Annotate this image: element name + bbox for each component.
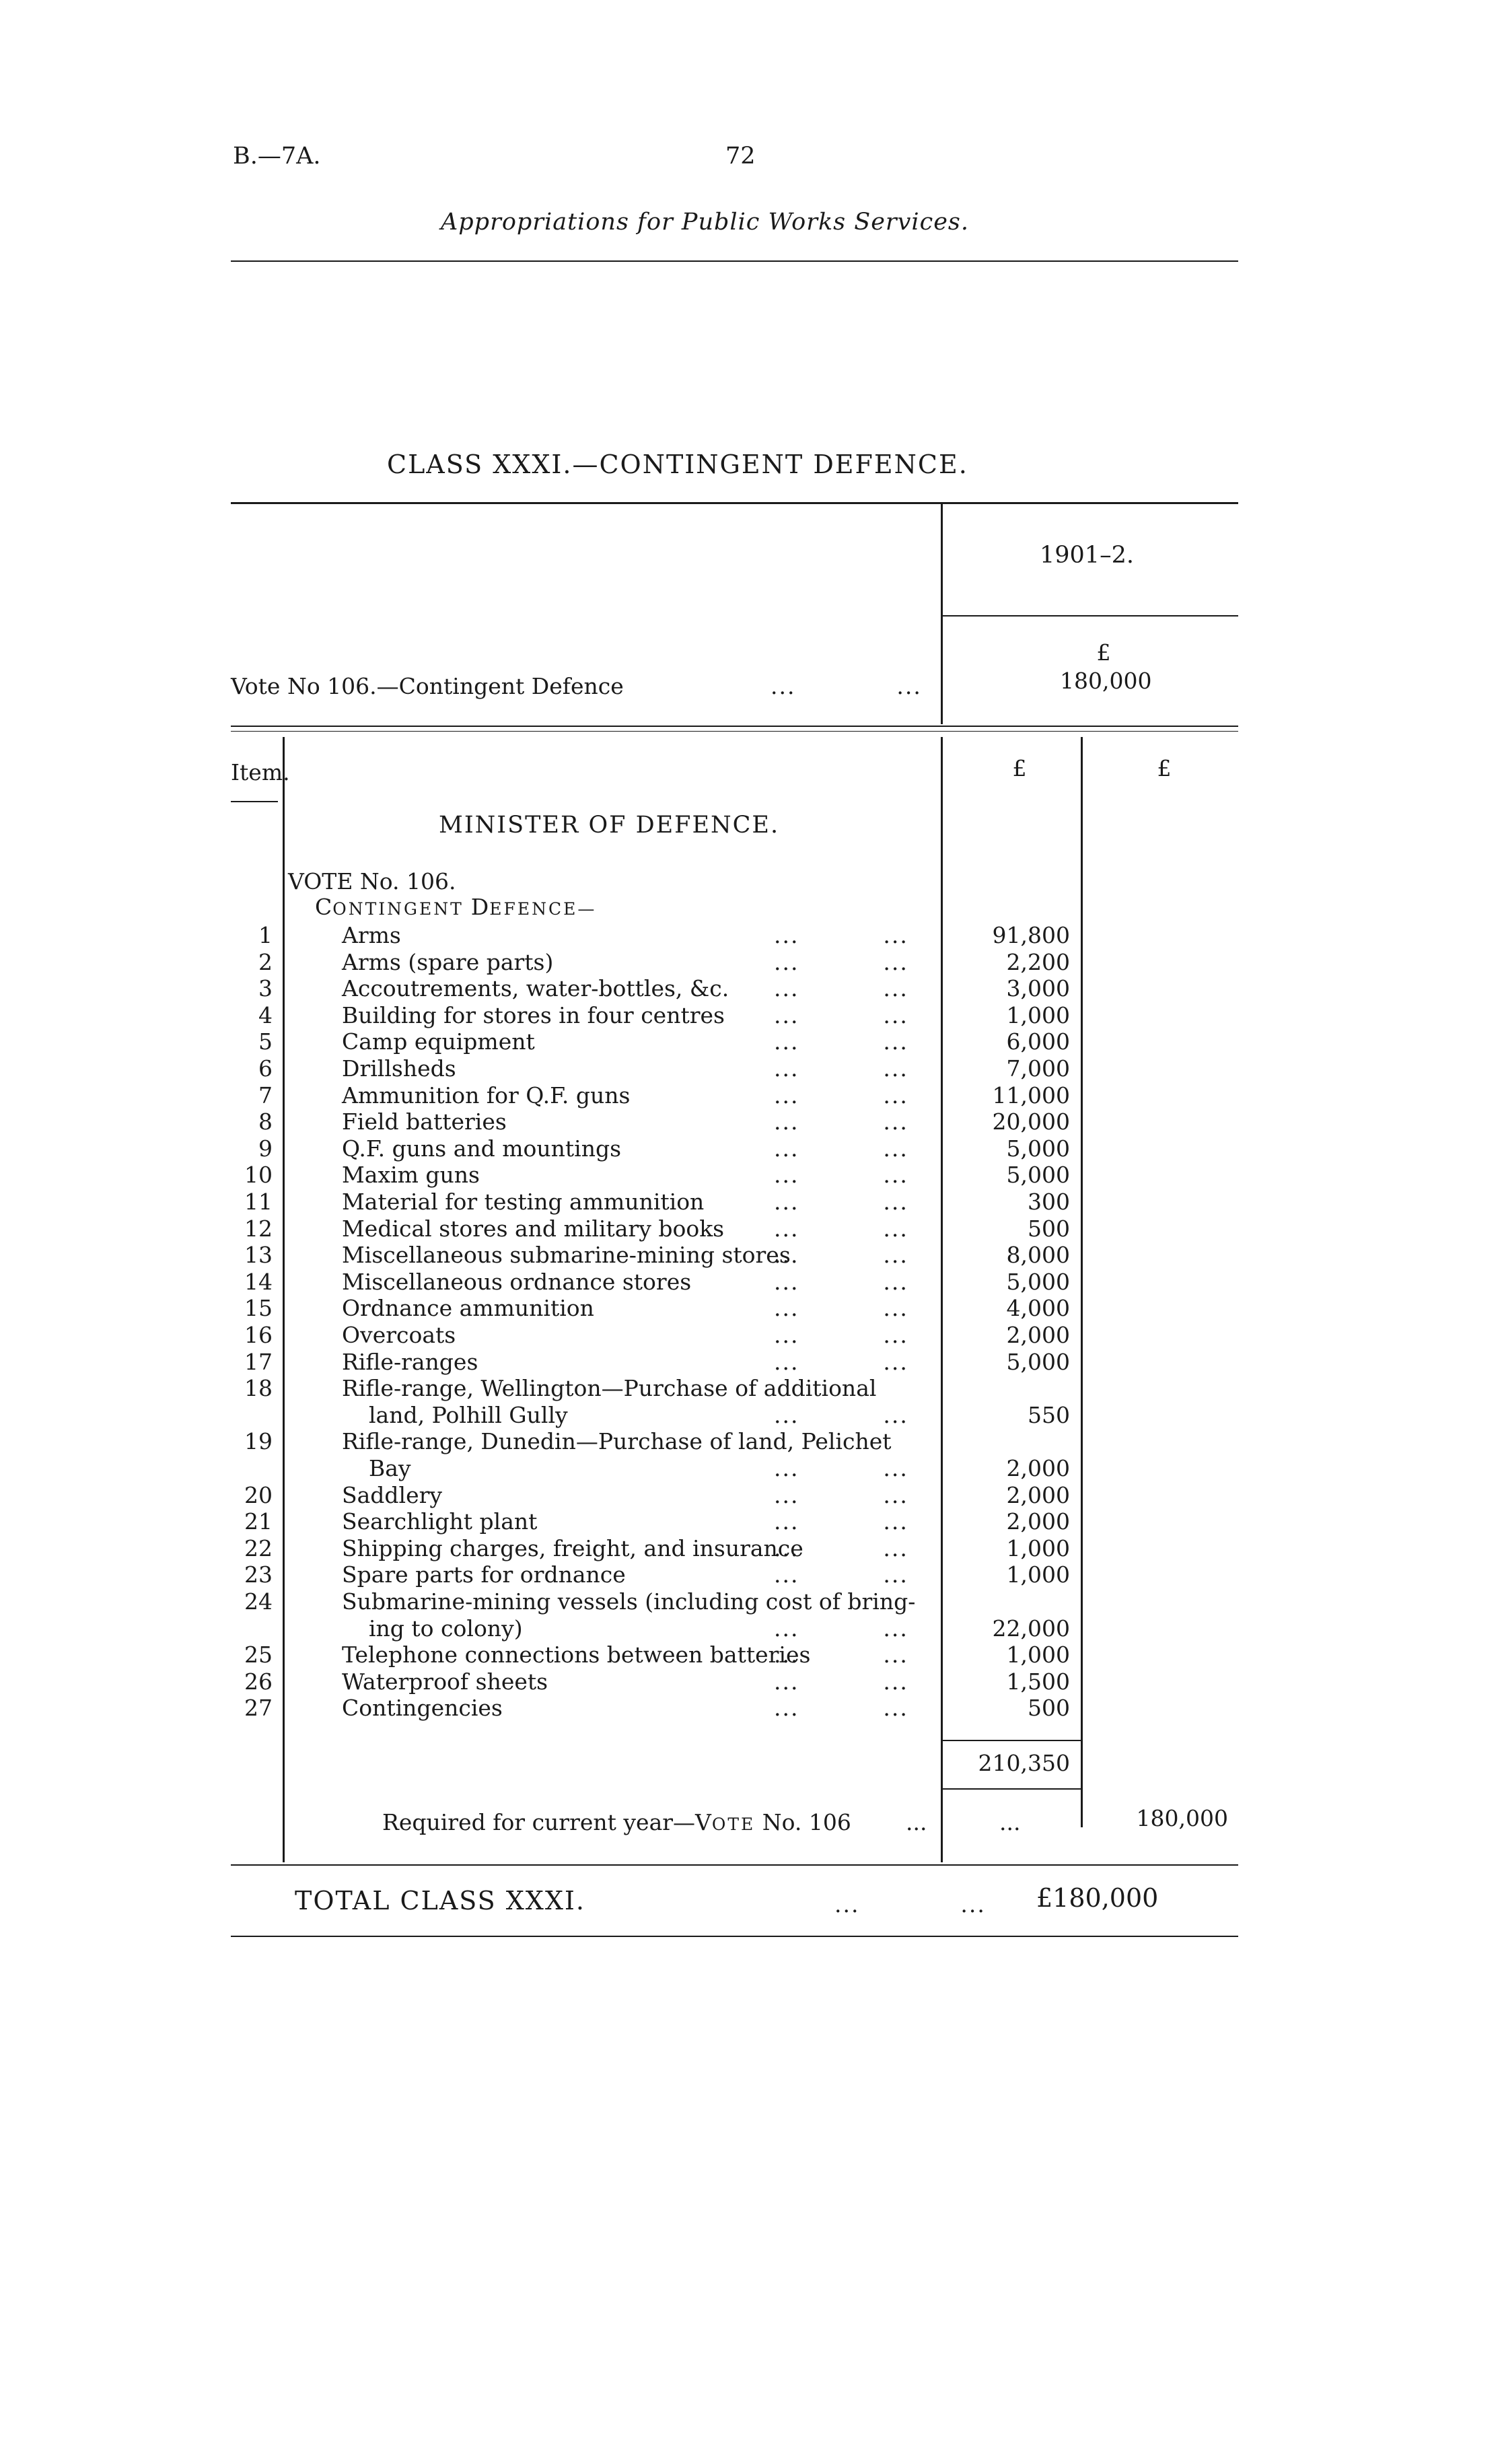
item-number: 4 bbox=[258, 1001, 273, 1028]
subheading-contingent-defence bbox=[315, 894, 596, 920]
item-amount: 22,000 bbox=[992, 1615, 1070, 1642]
item-amount: 91,800 bbox=[992, 922, 1070, 948]
subheading-initial-2: D bbox=[470, 894, 490, 920]
table-total-divider bbox=[1081, 737, 1083, 1827]
summary-divider bbox=[941, 502, 943, 724]
item-amount: 1,000 bbox=[1006, 1561, 1070, 1588]
leader-dots: ... ... bbox=[774, 1028, 908, 1055]
item-description-continued: land, Polhill Gully bbox=[369, 1401, 568, 1428]
item-amount: 5,000 bbox=[1006, 1268, 1070, 1295]
item-description: Ordnance ammunition bbox=[342, 1295, 594, 1322]
item-description: Rifle-range, Wellington—Purchase of additional bbox=[342, 1375, 877, 1402]
leader-dots: ... ... bbox=[774, 948, 908, 975]
header-rule bbox=[231, 260, 1238, 262]
leader-dots: ... ... bbox=[774, 1001, 908, 1028]
item-number: 17 bbox=[244, 1348, 273, 1375]
item-description: Spare parts for ordnance bbox=[342, 1561, 626, 1588]
item-number: 19 bbox=[244, 1428, 273, 1455]
required-col1-dots: ... bbox=[999, 1809, 1021, 1835]
leader-dots: ... ... bbox=[774, 1268, 908, 1295]
item-description: Field batteries bbox=[342, 1108, 507, 1135]
item-amount: 8,000 bbox=[1006, 1242, 1070, 1269]
item-amount: 11,000 bbox=[992, 1082, 1070, 1108]
item-description: Miscellaneous submarine-mining stores bbox=[342, 1242, 791, 1269]
item-description: Rifle-range, Dunedin—Purchase of land, Pelichet bbox=[342, 1428, 892, 1455]
item-amount: 1,000 bbox=[1006, 1642, 1070, 1668]
item-description: Accoutrements, water-bottles, &c. bbox=[342, 975, 729, 1002]
leader-dots: ... ... bbox=[774, 1668, 908, 1695]
item-description: Camp equipment bbox=[342, 1028, 535, 1055]
item-description: Shipping charges, freight, and insurance bbox=[342, 1535, 803, 1561]
item-amount: 500 bbox=[1028, 1215, 1070, 1242]
required-vote-number: No. 106 bbox=[755, 1809, 851, 1835]
item-number: 1 bbox=[258, 922, 273, 948]
vote-line: VOTE No. 106. bbox=[288, 868, 456, 894]
item-amount: 1,000 bbox=[1006, 1535, 1070, 1561]
item-number: 26 bbox=[244, 1668, 273, 1695]
amount-column-header: £ bbox=[1012, 755, 1027, 781]
item-description: Searchlight plant bbox=[342, 1508, 538, 1535]
leader-dots: ... ... bbox=[774, 975, 908, 1002]
required-vote-initial: V bbox=[695, 1809, 712, 1835]
item-number: 3 bbox=[258, 975, 273, 1002]
item-amount: 2,000 bbox=[1006, 1454, 1070, 1481]
leader-dots: ... ... bbox=[774, 1508, 908, 1535]
item-amount: 5,000 bbox=[1006, 1348, 1070, 1375]
required-label bbox=[382, 1809, 851, 1835]
item-description: Drillsheds bbox=[342, 1055, 456, 1082]
item-number: 8 bbox=[258, 1108, 273, 1135]
total-label: TOTAL CLASS XXXI. bbox=[295, 1886, 585, 1915]
item-number: 18 bbox=[244, 1375, 273, 1402]
item-number: 11 bbox=[244, 1189, 273, 1215]
required-dots: ... bbox=[906, 1809, 927, 1835]
total-dots: ... ... bbox=[834, 1891, 986, 1917]
item-number: 23 bbox=[244, 1561, 273, 1588]
item-number: 2 bbox=[258, 948, 273, 975]
item-description: Rifle-ranges bbox=[342, 1348, 478, 1375]
doc-reference: B.—7A. bbox=[233, 143, 321, 170]
item-description: Medical stores and military books bbox=[342, 1215, 725, 1242]
summary-bottom-rule-1 bbox=[231, 726, 1238, 727]
leader-dots: ... ... bbox=[774, 1189, 908, 1215]
leader-dots: ... ... bbox=[774, 1481, 908, 1508]
item-amount: 7,000 bbox=[1006, 1055, 1070, 1082]
leader-dots: ... ... bbox=[774, 1695, 908, 1722]
item-amount: 2,000 bbox=[1006, 1508, 1070, 1535]
item-amount: 500 bbox=[1028, 1695, 1070, 1722]
item-number: 15 bbox=[244, 1295, 273, 1322]
total-amount: £180,000 bbox=[1036, 1883, 1159, 1913]
item-number: 27 bbox=[244, 1695, 273, 1722]
summary-bottom-rule-2 bbox=[231, 731, 1238, 732]
leader-dots: ... ... bbox=[774, 1242, 908, 1269]
leader-dots: ... ... bbox=[774, 1055, 908, 1082]
item-description: Submarine-mining vessels (including cost of bring- bbox=[342, 1588, 916, 1615]
item-number: 24 bbox=[244, 1588, 273, 1615]
required-label-text: Required for current year— bbox=[382, 1809, 696, 1835]
item-amount: 20,000 bbox=[992, 1108, 1070, 1135]
item-column-header: Item. bbox=[231, 759, 290, 785]
leader-dots: ... ... bbox=[774, 1401, 908, 1428]
item-description: Arms (spare parts) bbox=[342, 948, 554, 975]
item-amount: 5,000 bbox=[1006, 1135, 1070, 1162]
item-amount: 1,000 bbox=[1006, 1001, 1070, 1028]
summary-vote-dots: ... ... bbox=[771, 673, 922, 699]
item-number: 25 bbox=[244, 1642, 273, 1668]
item-amount: 2,200 bbox=[1006, 948, 1070, 975]
class-heading: CLASS XXXI.—CONTINGENT DEFENCE. bbox=[387, 450, 968, 479]
item-description: Q.F. guns and mountings bbox=[342, 1135, 622, 1162]
subtotal-rule bbox=[942, 1740, 1081, 1741]
item-amount: 1,500 bbox=[1006, 1668, 1070, 1695]
item-amount: 3,000 bbox=[1006, 975, 1070, 1002]
summary-vote-amount: 180,000 bbox=[1060, 668, 1152, 694]
item-number: 16 bbox=[244, 1322, 273, 1348]
item-number: 12 bbox=[244, 1215, 273, 1242]
leader-dots: ... ... bbox=[774, 1082, 908, 1108]
item-number: 20 bbox=[244, 1481, 273, 1508]
section-heading: MINISTER OF DEFENCE. bbox=[439, 812, 780, 839]
page-title: Appropriations for Public Works Services. bbox=[441, 209, 970, 236]
required-vote-rest: OTE bbox=[711, 1815, 756, 1834]
item-description: Ammunition for Q.F. guns bbox=[342, 1082, 631, 1108]
item-number: 6 bbox=[258, 1055, 273, 1082]
summary-top-rule bbox=[231, 502, 1238, 504]
item-description: Telephone connections between batteries bbox=[342, 1642, 811, 1668]
leader-dots: ... ... bbox=[774, 922, 908, 948]
item-header-rule bbox=[231, 801, 278, 802]
subheading-rest-2: EFENCE— bbox=[489, 899, 597, 919]
item-amount: 2,000 bbox=[1006, 1322, 1070, 1348]
page-number: 72 bbox=[725, 143, 756, 170]
total-bottom-rule bbox=[231, 1936, 1238, 1937]
leader-dots: ... ... bbox=[774, 1561, 908, 1588]
item-amount: 6,000 bbox=[1006, 1028, 1070, 1055]
table-left-divider bbox=[283, 737, 285, 1862]
leader-dots: ... ... bbox=[774, 1322, 908, 1348]
item-description: Maxim guns bbox=[342, 1162, 480, 1189]
summary-year: 1901–2. bbox=[1040, 542, 1134, 569]
leader-dots: ... ... bbox=[774, 1642, 908, 1668]
leader-dots: ... ... bbox=[774, 1135, 908, 1162]
leader-dots: ... ... bbox=[774, 1295, 908, 1322]
item-amount: 2,000 bbox=[1006, 1481, 1070, 1508]
item-description: Arms bbox=[342, 922, 401, 948]
leader-dots: ... ... bbox=[774, 1454, 908, 1481]
item-number: 10 bbox=[244, 1162, 273, 1189]
item-description: Overcoats bbox=[342, 1322, 456, 1348]
item-description: Material for testing ammunition bbox=[342, 1189, 705, 1215]
item-description: Waterproof sheets bbox=[342, 1668, 548, 1695]
summary-vote-label: Vote No 106.—Contingent Defence bbox=[231, 673, 624, 699]
item-description-continued: Bay bbox=[369, 1454, 411, 1481]
leader-dots: ... ... bbox=[774, 1215, 908, 1242]
item-description: Building for stores in four centres bbox=[342, 1001, 725, 1028]
subheading-initial: C bbox=[315, 894, 333, 920]
item-amount: 4,000 bbox=[1006, 1295, 1070, 1322]
leader-dots: ... ... bbox=[774, 1162, 908, 1189]
leader-dots: ... ... bbox=[774, 1535, 908, 1561]
total-column-header: £ bbox=[1157, 755, 1172, 781]
subtotal-amount: 210,350 bbox=[978, 1750, 1070, 1776]
item-amount: 550 bbox=[1028, 1401, 1070, 1428]
leader-dots: ... ... bbox=[774, 1348, 908, 1375]
item-number: 5 bbox=[258, 1028, 273, 1055]
item-number: 14 bbox=[244, 1268, 273, 1295]
item-description: Miscellaneous ordnance stores bbox=[342, 1268, 692, 1295]
item-number: 21 bbox=[244, 1508, 273, 1535]
subheading-rest: ONTINGENT bbox=[332, 899, 471, 919]
item-description: Contingencies bbox=[342, 1695, 503, 1722]
table-bottom-rule bbox=[231, 1864, 1238, 1866]
item-number: 13 bbox=[244, 1242, 273, 1269]
item-description: Saddlery bbox=[342, 1481, 443, 1508]
summary-currency: £ bbox=[1096, 639, 1111, 666]
subtotal-bottom-rule bbox=[942, 1788, 1081, 1790]
item-number: 7 bbox=[258, 1082, 273, 1108]
required-amount: 180,000 bbox=[1136, 1805, 1228, 1831]
leader-dots: ... ... bbox=[774, 1615, 908, 1642]
item-number: 9 bbox=[258, 1135, 273, 1162]
item-number: 22 bbox=[244, 1535, 273, 1561]
leader-dots: ... ... bbox=[774, 1108, 908, 1135]
summary-year-rule bbox=[942, 615, 1238, 617]
item-amount: 300 bbox=[1028, 1189, 1070, 1215]
item-description-continued: ing to colony) bbox=[369, 1615, 523, 1642]
item-amount: 5,000 bbox=[1006, 1162, 1070, 1189]
